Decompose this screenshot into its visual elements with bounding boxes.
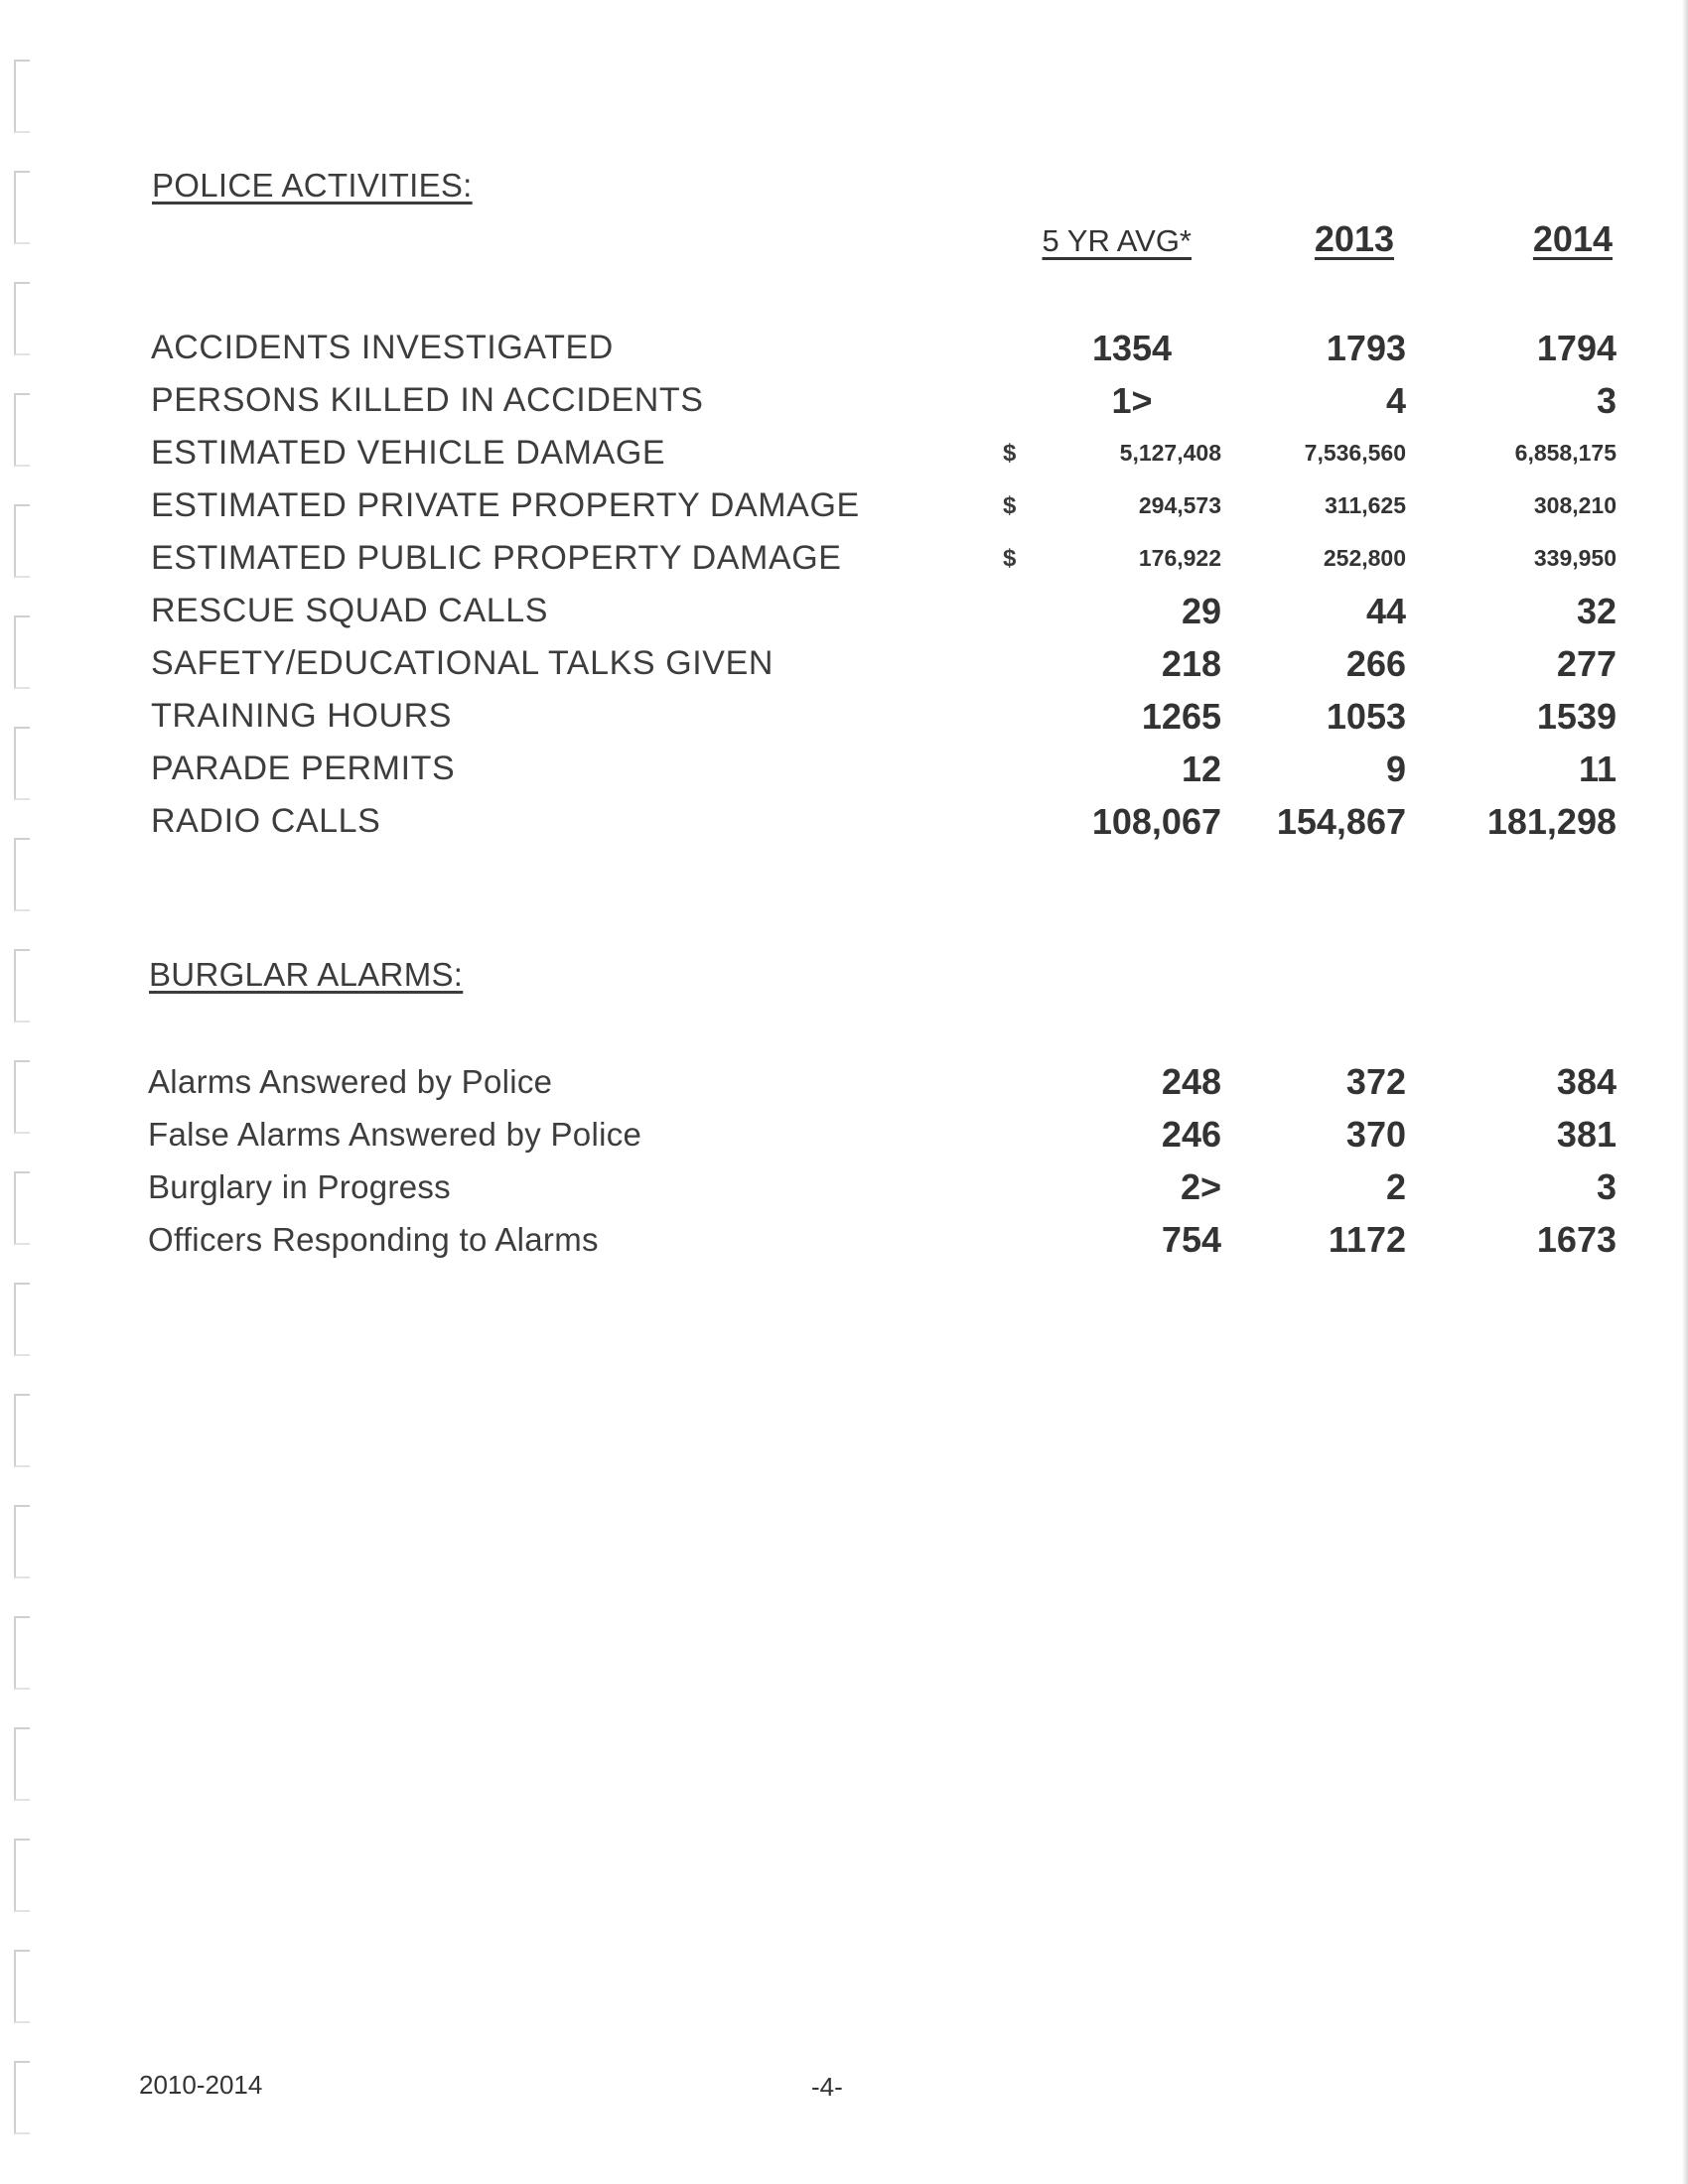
value-2013: 7,536,560	[1304, 440, 1406, 466]
row-label: Alarms Answered by Police	[148, 1062, 553, 1100]
currency-symbol: $	[1003, 544, 1017, 572]
binder-mark	[14, 838, 30, 911]
value-2014: 181,298	[1486, 800, 1617, 842]
value-2014: 3	[1596, 379, 1617, 421]
value-2013: 9	[1385, 748, 1406, 789]
burglar-alarms-table	[148, 1055, 1617, 1266]
row-label: Officers Responding to Alarms	[148, 1220, 599, 1258]
currency-symbol	[1003, 322, 1043, 374]
header-2014: 2014	[1532, 218, 1613, 259]
table-row	[151, 690, 1617, 743]
binder-mark	[14, 282, 30, 355]
value-2014: 1673	[1536, 1218, 1617, 1260]
binder-mark	[14, 949, 30, 1023]
binder-mark	[14, 60, 30, 133]
value-2014: 3	[1596, 1165, 1617, 1207]
table-row	[151, 427, 1617, 479]
currency-symbol	[1003, 690, 1043, 743]
footer-page-number: -4-	[811, 2072, 843, 2102]
police-activities-title: POLICE ACTIVITIES:	[152, 167, 473, 204]
value-5yr-avg: 248	[1161, 1060, 1221, 1102]
table-row	[151, 795, 1617, 848]
currency-symbol: $	[1003, 439, 1017, 467]
empty-cell	[1003, 1108, 1043, 1160]
binder-mark	[14, 2061, 30, 2134]
currency-symbol	[1003, 637, 1043, 690]
binder-marks	[8, 60, 38, 2144]
value-5yr-avg: 176,922	[1138, 545, 1221, 571]
value-2013: 266	[1345, 642, 1406, 684]
value-2013: 4	[1385, 379, 1406, 421]
footer-year-range: 2010-2014	[139, 2070, 263, 2100]
table-row	[148, 1213, 1617, 1266]
value-2014: 339,950	[1533, 545, 1617, 571]
binder-mark	[14, 393, 30, 467]
value-2014: 6,858,175	[1514, 440, 1617, 466]
row-label: RESCUE SQUAD CALLS	[151, 592, 549, 629]
currency-symbol	[1003, 585, 1043, 637]
table-row	[151, 322, 1617, 374]
table-row	[148, 1055, 1617, 1108]
binder-mark	[14, 1616, 30, 1690]
table-row	[148, 1108, 1617, 1160]
binder-mark	[14, 1727, 30, 1801]
table-row	[151, 743, 1617, 795]
value-2014: 32	[1576, 590, 1617, 631]
value-2013: 1793	[1326, 327, 1406, 368]
currency-symbol: $	[1003, 491, 1017, 519]
value-5yr-avg: 218	[1161, 642, 1221, 684]
row-label: TRAINING HOURS	[151, 697, 453, 735]
value-2014: 11	[1578, 748, 1617, 789]
value-2013: 370	[1345, 1113, 1406, 1155]
binder-mark	[14, 1505, 30, 1578]
currency-symbol	[1003, 795, 1043, 848]
table-row	[151, 532, 1617, 585]
value-2014: 277	[1556, 642, 1617, 684]
value-2014: 1539	[1536, 695, 1617, 737]
value-5yr-avg: 1354	[1091, 327, 1173, 368]
value-2014: 1794	[1536, 327, 1617, 368]
empty-cell	[1003, 1055, 1043, 1108]
value-2013: 44	[1365, 590, 1406, 631]
value-2013: 311,625	[1325, 492, 1406, 518]
row-label: PERSONS KILLED IN ACCIDENTS	[151, 381, 704, 419]
table-row	[151, 479, 1617, 532]
value-5yr-avg: 246	[1161, 1113, 1221, 1155]
burglar-alarms-title: BURGLAR ALARMS:	[149, 956, 464, 993]
row-label: False Alarms Answered by Police	[148, 1115, 642, 1153]
binder-mark	[14, 171, 30, 244]
binder-mark	[14, 1171, 30, 1245]
value-2014: 308,210	[1533, 492, 1617, 518]
row-label: ESTIMATED PUBLIC PROPERTY DAMAGE	[151, 539, 842, 577]
row-label: SAFETY/EDUCATIONAL TALKS GIVEN	[151, 644, 774, 682]
value-2013: 1172	[1328, 1218, 1406, 1260]
row-label: ESTIMATED PRIVATE PROPERTY DAMAGE	[151, 486, 860, 524]
value-5yr-avg: 5,127,408	[1119, 440, 1221, 466]
value-2014: 381	[1556, 1113, 1617, 1155]
page-edge-shadow	[1682, 0, 1688, 2184]
binder-mark	[14, 615, 30, 689]
empty-cell	[1003, 1213, 1043, 1266]
value-2013: 252,800	[1323, 545, 1406, 571]
value-2013: 2	[1385, 1165, 1406, 1207]
value-5yr-avg: 29	[1181, 590, 1221, 631]
value-2013: 372	[1345, 1060, 1406, 1102]
police-activities-table	[151, 322, 1617, 848]
value-5yr-avg: 1>	[1111, 379, 1153, 421]
value-2013: 1053	[1326, 695, 1406, 737]
value-5yr-avg: 12	[1181, 748, 1221, 789]
binder-mark	[14, 727, 30, 800]
table-row	[151, 585, 1617, 637]
table-row	[151, 374, 1617, 427]
header-5yr-avg: 5 YR AVG*	[1042, 223, 1192, 258]
row-label: ACCIDENTS INVESTIGATED	[151, 329, 614, 366]
value-2014: 384	[1556, 1060, 1617, 1102]
row-label: Burglary in Progress	[148, 1167, 451, 1205]
currency-symbol	[1003, 743, 1043, 795]
value-5yr-avg: 1265	[1141, 695, 1221, 737]
row-label: RADIO CALLS	[151, 802, 381, 840]
binder-mark	[14, 1839, 30, 1912]
binder-mark	[14, 1060, 30, 1134]
value-2013: 154,867	[1276, 800, 1406, 842]
binder-mark	[14, 1950, 30, 2023]
binder-mark	[14, 1394, 30, 1467]
currency-symbol	[1003, 374, 1043, 427]
row-label: PARADE PERMITS	[151, 750, 456, 787]
header-2013: 2013	[1314, 218, 1394, 259]
value-5yr-avg: 108,067	[1091, 800, 1221, 842]
row-label: ESTIMATED VEHICLE DAMAGE	[151, 434, 666, 472]
table-row	[151, 637, 1617, 690]
binder-mark	[14, 504, 30, 578]
binder-mark	[14, 1283, 30, 1356]
value-5yr-avg: 294,573	[1138, 492, 1221, 518]
value-5yr-avg: 754	[1161, 1218, 1221, 1260]
value-5yr-avg: 2>	[1180, 1165, 1221, 1207]
table-row	[148, 1160, 1617, 1213]
empty-cell	[1003, 1160, 1043, 1213]
